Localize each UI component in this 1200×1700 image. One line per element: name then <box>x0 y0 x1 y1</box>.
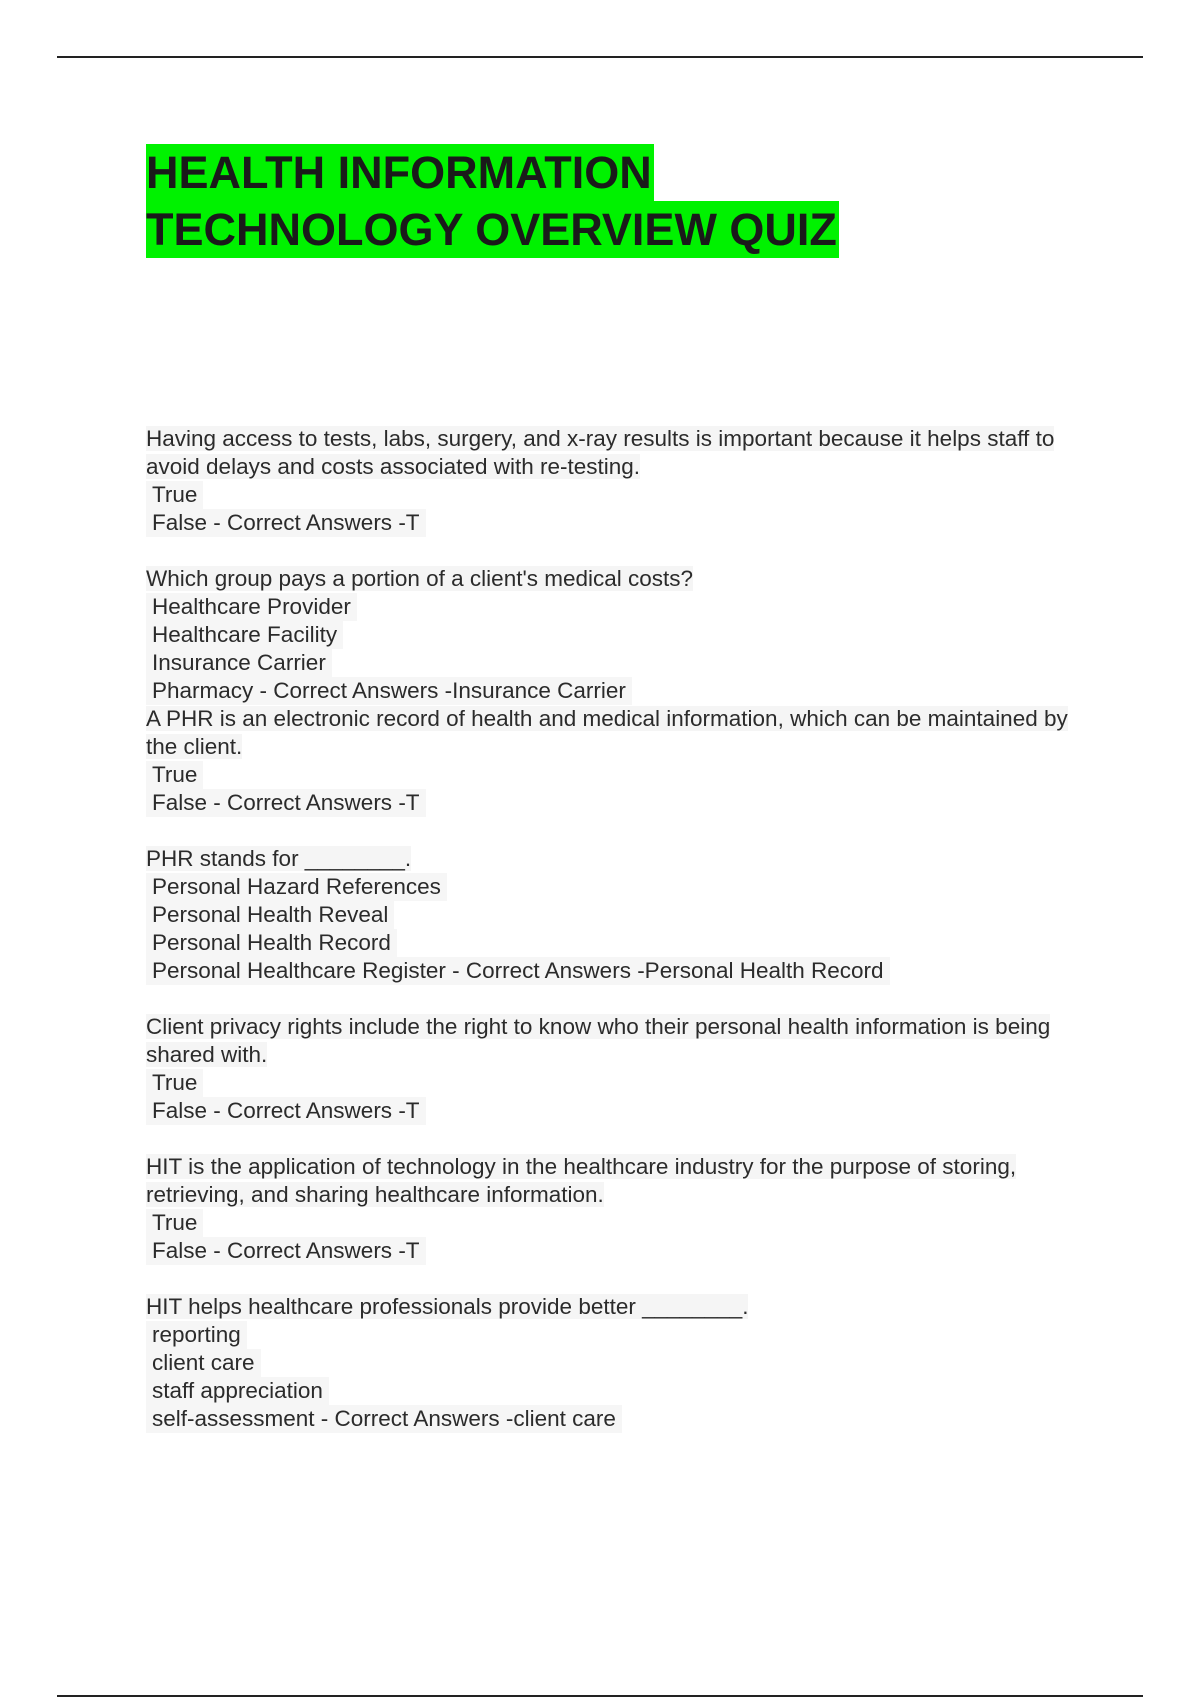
answer-option: Pharmacy - Correct Answers -Insurance Carrier <box>146 677 632 705</box>
answer-option: True <box>146 481 203 509</box>
answer-option: Personal Health Reveal <box>146 901 394 929</box>
answer-option: True <box>146 1069 203 1097</box>
answer-option: False - Correct Answers -T <box>146 789 426 817</box>
question-7 <box>146 1293 1086 1433</box>
answer-option: True <box>146 1209 203 1237</box>
spacer <box>146 985 1086 1013</box>
question-2 <box>146 565 1086 705</box>
document-title <box>146 144 839 258</box>
answer-option: Personal Hazard References <box>146 873 447 901</box>
quiz-content <box>146 425 1086 1433</box>
answer-option: False - Correct Answers -T <box>146 1237 426 1265</box>
spacer <box>146 1265 1086 1293</box>
question-stem: Having access to tests, labs, surgery, and x-ray results is important because it helps staff to avoid delays and costs associated with re-testing. <box>146 426 1055 479</box>
answer-option: Healthcare Facility <box>146 621 343 649</box>
title-line-1: HEALTH INFORMATION <box>146 144 654 201</box>
spacer <box>146 1125 1086 1153</box>
top-rule <box>57 56 1143 58</box>
question-4 <box>146 845 1086 985</box>
question-stem: A PHR is an electronic record of health and medical information, which can be maintained by the client. <box>146 706 1068 759</box>
question-3 <box>146 705 1086 817</box>
spacer <box>146 817 1086 845</box>
question-stem: PHR stands for ________. <box>146 846 412 871</box>
bottom-rule <box>57 1695 1143 1697</box>
answer-option: Healthcare Provider <box>146 593 357 621</box>
question-stem: HIT is the application of technology in the healthcare industry for the purpose of storing, retrieving, and sharing healthcare information. <box>146 1154 1017 1207</box>
spacer <box>146 537 1086 565</box>
answer-option: self-assessment - Correct Answers -client care <box>146 1405 622 1433</box>
answer-option: staff appreciation <box>146 1377 329 1405</box>
question-stem: Which group pays a portion of a client's medical costs? <box>146 566 694 591</box>
answer-option: Insurance Carrier <box>146 649 332 677</box>
answer-option: False - Correct Answers -T <box>146 509 426 537</box>
answer-option: client care <box>146 1349 261 1377</box>
question-stem: Client privacy rights include the right to know who their personal health information is being shared with. <box>146 1014 1051 1067</box>
answer-option: reporting <box>146 1321 247 1349</box>
question-5 <box>146 1013 1086 1125</box>
answer-option: True <box>146 761 203 789</box>
question-stem: HIT helps healthcare professionals provide better ________. <box>146 1294 749 1319</box>
title-line-2: TECHNOLOGY OVERVIEW QUIZ <box>146 201 839 258</box>
question-6 <box>146 1153 1086 1265</box>
answer-option: Personal Healthcare Register - Correct Answers -Personal Health Record <box>146 957 890 985</box>
question-1 <box>146 425 1086 537</box>
answer-option: False - Correct Answers -T <box>146 1097 426 1125</box>
answer-option: Personal Health Record <box>146 929 397 957</box>
